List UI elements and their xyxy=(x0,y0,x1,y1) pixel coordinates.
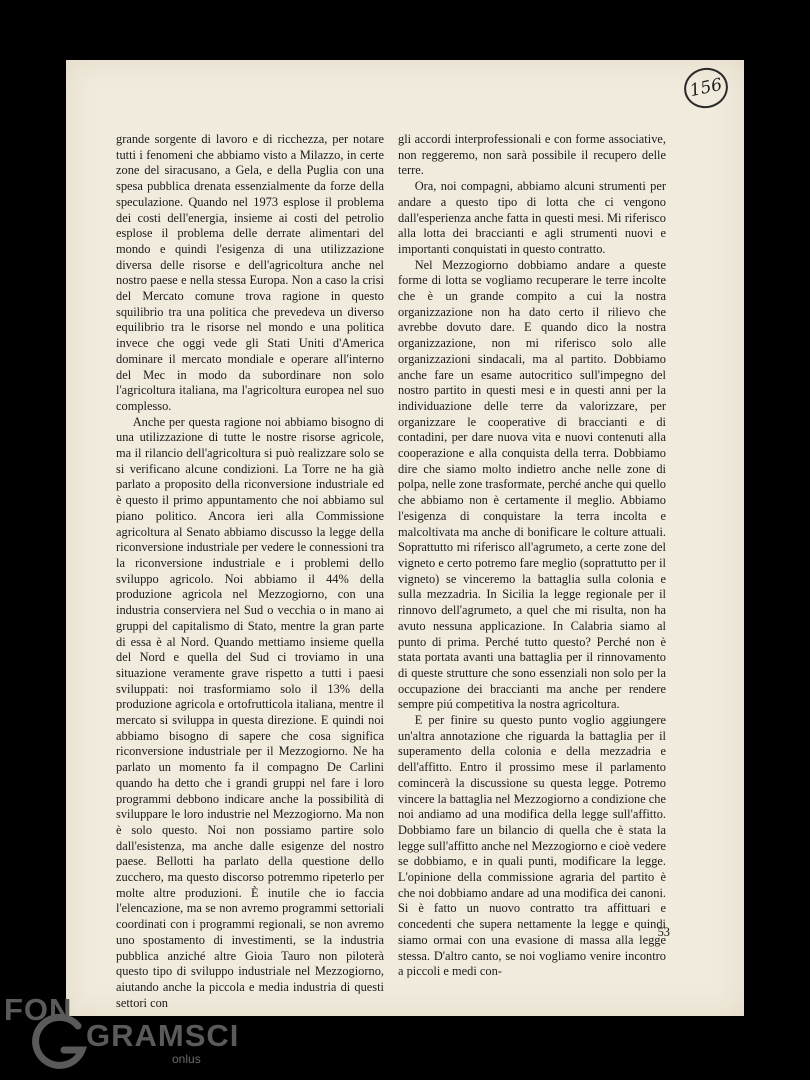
watermark-text-main: GRAMSCI xyxy=(86,1018,240,1053)
archive-page-stamp xyxy=(680,64,731,112)
paragraph: grande sorgente di lavoro e di ricchezza, per notare tutti i fenomeni che abbiamo visto a Milazzo, in certe zone del siracusano, a Gela, e della Puglia con una spesa pubblica drenata essenzialmente da forze della speculazione. Quando nel 1973 esplose il problema dei costi dell'energia, insieme ai costi del petrolio esplose il problema delle derrate alimentari del mondo e quindi l'esigenza di una utilizzazione diversa delle risorse e dell'agricoltura anche nel nostro paese e nella stessa Europa. Non a caso la crisi del Mercato comune trova ragione in questo squilibrio tra una politica che prevedeva un diverso equilibrio tra le risorse nel mondo e una politica invece che oggi vede gli Stati Uniti d'America dominare il mercato mondiale e operare all'interno del Mec in modo da subordinare non solo l'agricoltura italiana, ma l'agricoltura europea nel suo complesso. xyxy=(116,132,384,413)
text-column-left xyxy=(116,132,384,1011)
stamp-number: 156 xyxy=(688,74,724,102)
paragraph: gli accordi interprofessionali e con forme associative, non reggeremo, non sarà possibile il recupero delle terre. xyxy=(398,132,666,178)
paragraph: E per finire su questo punto voglio aggiungere un'altra annotazione che riguarda la battaglia per il superamento della colonia e della mezzadria e dell'affitto. Entro il prossimo mese il parlamento comincerà la discussione su questa legge. Potremo vincere la battaglia nel Mezzogiorno a condizione che noi andiamo ad una modifica della legge sull'affitto. Dobbiamo fare un bilancio di quella che è stata la legge sull'affitto anche nel Mezzogiorno e cioè vedere se dobbiamo, e in quali punti, modificare la legge. L'opinione della commissione agraria del partito è che noi dobbiamo andare ad una modifica dei canoni. Si è fatto un nuovo contratto tra affittuari e concedenti che supera nettamente la legge e quindi siamo ormai con una evasione di massa alla legge stessa. D'altro canto, se noi vogliamo venire incontro a piccoli e medi con- xyxy=(398,713,666,979)
paragraph: Ora, noi compagni, abbiamo alcuni strumenti per andare a questo tipo di lotta che ci vengono dall'esperienza anche fatta in questi mesi. Mi riferisco alla lotta dei braccianti e agli strumenti nuovi e importanti conquistati in questo contratto. xyxy=(398,179,666,256)
paragraph: Anche per questa ragione noi abbiamo bisogno di una utilizzazione di tutte le nostre risorse agricole, ma il rilancio dell'agricoltura si può realizzare solo se si verificano alcune condizioni. La Torre ne ha già parlato a proposito della riconversione industriale ed è questo il primo appuntamento che noi abbiamo sul piano politico. Ancora ieri alla Commissione agricoltura al Senato abbiamo discusso la legge della riconversione industriale per vedere le connessioni tra la riconversione industriale e i problemi dello sviluppo agricolo. Noi abbiamo il 44% della produzione agricola nel Mezzogiorno, con una industria conserviera nel Sud o vecchia o in mano ai gruppi del capitalismo di Stato, mentre la gran parte di essa è al Nord. Quando mettiamo insieme quella del Nord e quella del Sud ci troviamo in una situazione veramente grave rispetto a tutti i paesi sviluppati: noi trasformiamo solo il 13% della produzione agricola e ortofrutticola italiana, mentre il mercato si sviluppa in questa direzione. E quindi noi abbiamo bisogno di sapere che cosa significa riconversione industriale per il Mezzogiorno. Ne ha parlato un momento fa il compagno De Carlini quando ha detto che i grandi gruppi nel fare i loro programmi debbono indicare anche la possibilità di sviluppare le loro industrie nel Mezzogiorno. Ma non è solo questo. Noi non possiamo partire solo dall'esistenza, ma anche dalle esigenze del nostro paese. Bellotti ha parlato della questione dello zucchero, ma questo discorso potremmo ripeterlo per molte altre produzioni. È inutile che io faccia l'elencazione, ma se non avremo programmi settoriali coordinati con i programmi regionali, se non avremo uno spostamento di investimenti, se la industria pubblica anziché altre Gioia Tauro non piloterà questo tipo di sviluppo industriale nel Mezzogiorno, aiutando anche la piccola e media industria di questi settori con xyxy=(116,414,384,1010)
paragraph: Nel Mezzogiorno dobbiamo andare a queste forme di lotta se vogliamo recuperare le terre incolte che è un grande compito a cui la nostra organizzazione non ha dato certo il rilievo che avrebbe dovuto dare. E quando dico la nostra organizzazione, non mi riferisco solo alle organizzazioni sindacali, ma al partito. Dobbiamo anche fare un esame autocritico sull'impegno del nostro partito in questi mesi e in questi anni per la individuazione delle terre da valorizzare, per organizzare le cooperative di braccianti e di contadini, per dare nuova vita e nuovi contenuti alla cooperazione e alla conquista della terra. Dobbiamo dire che siamo molto indietro anche nelle zone di polpa, nelle zone trasformate, perché anche qui quello che abbiamo non è certamente il meglio. Abbiamo l'esigenza di conquistare la terra incolta e malcoltivata ma anche di bonificare le colture attuali. Soprattutto mi riferisco all'agrumeto, a certe zone del vigneto e certo potremo fare meglio (soprattutto per il vigneto) se vinceremo la battaglia sulla colonia e sulla mezzadria. In Sicilia la legge regionale per il rinnovo dell'agrumeto, a quel che mi risulta, non ha avuto nessuna applicazione. In Calabria siamo al punto di prima. Perché tutto questo? Perché non è stata portata avanti una battaglia per il rinnovamento di queste strutture che sono essenziali non solo per la occupazione dei braccianti ma anche per rendere sempre piú competitiva la nostra agricoltura. xyxy=(398,257,667,712)
page-number: 53 xyxy=(657,925,670,939)
text-column-right xyxy=(398,132,666,980)
watermark-suffix: onlus xyxy=(172,1052,201,1066)
watermark-text-top: FON xyxy=(4,992,73,1027)
fondazione-gramsci-watermark xyxy=(0,990,240,1080)
document-page xyxy=(66,60,744,1016)
